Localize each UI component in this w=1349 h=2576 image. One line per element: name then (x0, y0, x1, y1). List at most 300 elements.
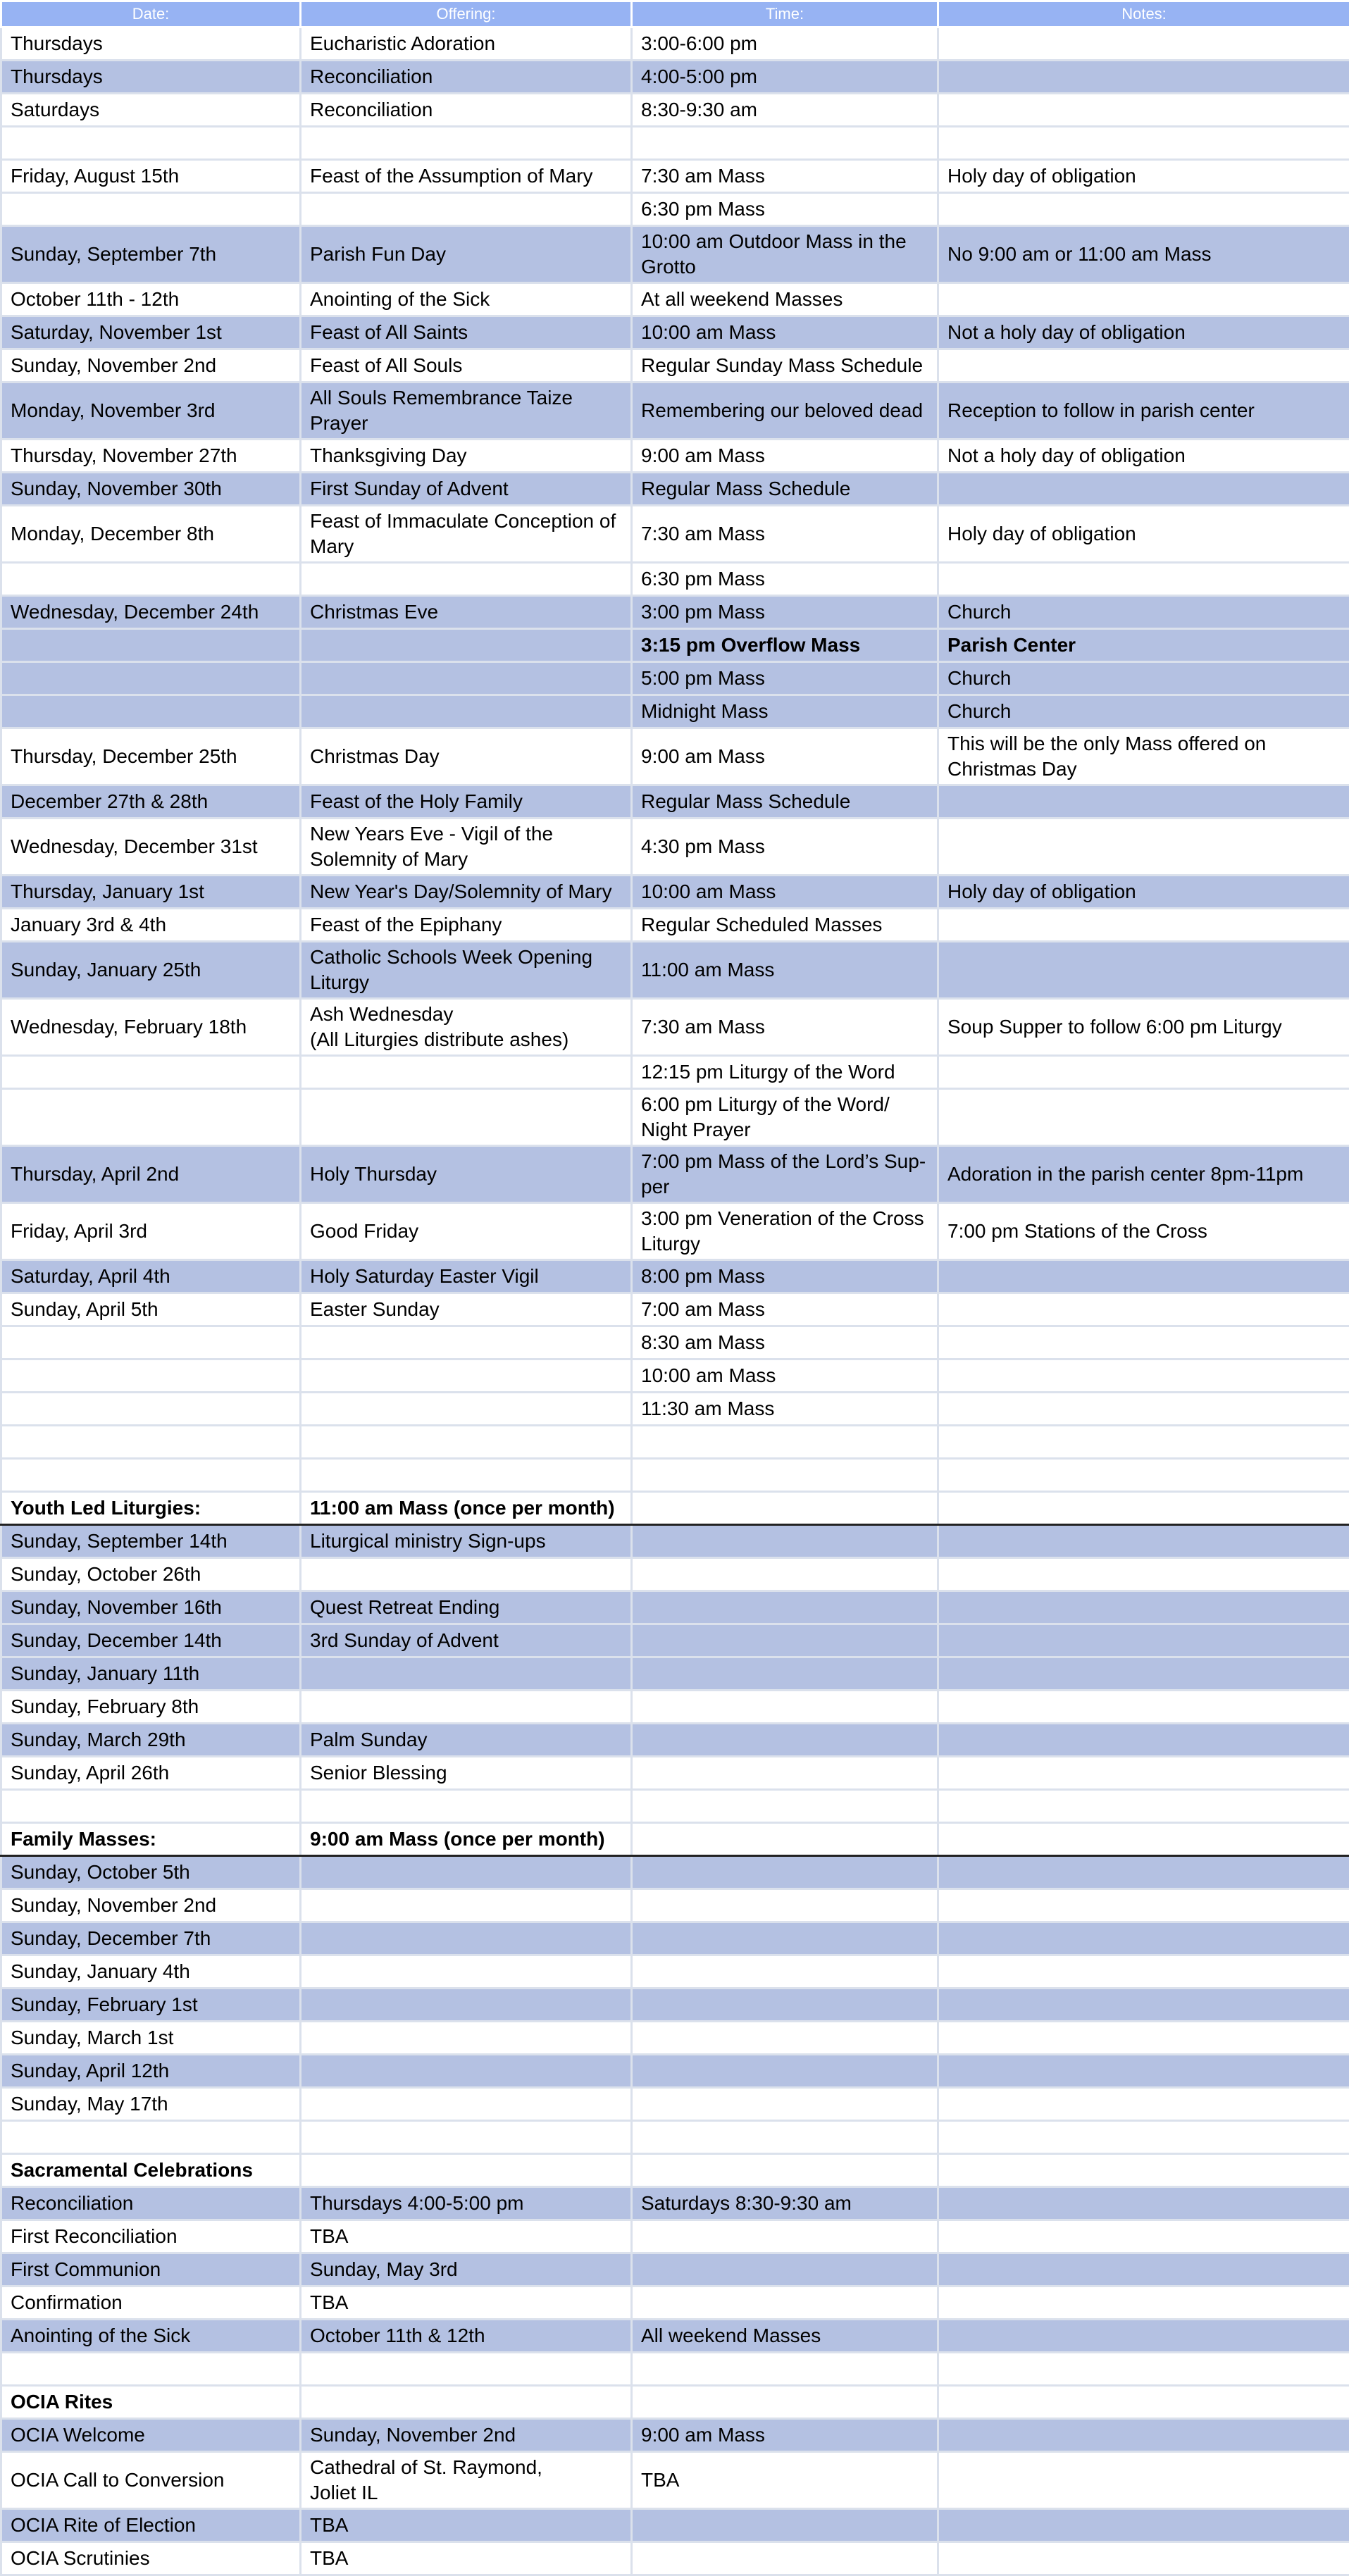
offering-cell: Parish Fun Day (301, 226, 632, 283)
offering-cell: Catholic Schools Week Opening Liturgy (301, 942, 632, 999)
date-cell: January 3rd & 4th (1, 909, 301, 942)
notes-cell (938, 785, 1349, 819)
schedule-row (1, 440, 1349, 473)
schedule-row (1, 785, 1349, 819)
offering-cell: All Souls Remembrance Taize Prayer (301, 382, 632, 440)
family-row (1, 1889, 1349, 1922)
sacramental-row (1, 2320, 1349, 2353)
empty-cell (938, 1724, 1349, 1757)
empty-cell (632, 1657, 938, 1691)
time-cell: 10:00 am Mass (632, 876, 938, 909)
empty-cell (632, 1989, 938, 2022)
notes-cell (938, 127, 1349, 160)
notes-cell (938, 1293, 1349, 1326)
schedule-row (1, 283, 1349, 316)
schedule-row (1, 1260, 1349, 1293)
empty-cell (301, 1989, 632, 2022)
detail-cell: All weekend Masses (632, 2320, 938, 2353)
notes-cell (938, 1326, 1349, 1359)
empty-cell (301, 1889, 632, 1922)
offering-cell: Holy Thursday (301, 1146, 632, 1203)
schedule-row (1, 1459, 1349, 1492)
schedule-row (1, 27, 1349, 61)
date-cell (1, 127, 301, 160)
offering-cell: Thanksgiving Day (301, 440, 632, 473)
time-cell: 4:00-5:00 pm (632, 61, 938, 94)
notes-cell: Church (938, 596, 1349, 629)
time-cell: 8:30 am Mass (632, 1326, 938, 1359)
time-cell: Regular Mass Schedule (632, 473, 938, 506)
empty-cell (938, 2509, 1349, 2542)
schedule-row (1, 1393, 1349, 1426)
empty-cell (1, 1790, 301, 1823)
sacramental-heading: Sacramental Celebrations (1, 2154, 301, 2187)
empty-cell (301, 2121, 632, 2154)
youth-row (1, 1757, 1349, 1790)
time-cell: 10:00 am Mass (632, 316, 938, 349)
empty-cell (632, 1823, 938, 1856)
date-cell: Thursday, December 25th (1, 728, 301, 785)
offering-cell (301, 662, 632, 695)
empty-cell (938, 1591, 1349, 1624)
name-cell: OCIA Welcome (1, 2419, 301, 2452)
empty-cell (938, 2353, 1349, 2386)
time-cell: 3:00-6:00 pm (632, 27, 938, 61)
notes-cell: Church (938, 695, 1349, 728)
notes-cell (938, 909, 1349, 942)
time-cell: 7:30 am Mass (632, 160, 938, 193)
detail-cell: TBA (301, 2542, 632, 2575)
offering-cell: First Sunday of Advent (301, 473, 632, 506)
empty-cell (632, 2353, 938, 2386)
name-cell: Confirmation (1, 2286, 301, 2320)
empty-cell (938, 2055, 1349, 2088)
detail-cell (632, 2286, 938, 2320)
empty-cell (938, 1691, 1349, 1724)
empty-cell (938, 2452, 1349, 2509)
schedule-row (1, 1426, 1349, 1459)
offering-cell: Feast of All Saints (301, 316, 632, 349)
empty-cell (301, 2088, 632, 2121)
empty-cell (632, 1724, 938, 1757)
family-time: 9:00 am Mass (once per month) (301, 1823, 632, 1856)
empty-cell (301, 2353, 632, 2386)
empty-cell (938, 2286, 1349, 2320)
empty-cell (632, 1525, 938, 1558)
offering-cell: Reconciliation (301, 94, 632, 127)
schedule-row (1, 382, 1349, 440)
offering-cell: Feast of the Assumption of Mary (301, 160, 632, 193)
notes-cell: Not a holy day of obligation (938, 316, 1349, 349)
ocia-row (1, 2542, 1349, 2575)
empty-cell (632, 1591, 938, 1624)
empty-cell (632, 1790, 938, 1823)
schedule-row (1, 226, 1349, 283)
notes-cell (938, 563, 1349, 596)
header-date: Date: (1, 1, 301, 27)
sacramental-heading-row (1, 2154, 1349, 2187)
schedule-row (1, 999, 1349, 1056)
date-cell: Sunday, December 14th (1, 1624, 301, 1657)
header-time: Time: (632, 1, 938, 27)
schedule-row (1, 1146, 1349, 1203)
detail-cell: 9:00 am Mass (632, 2419, 938, 2452)
date-cell: Sunday, March 29th (1, 1724, 301, 1757)
empty-cell (938, 2419, 1349, 2452)
date-cell: Thursday, April 2nd (1, 1146, 301, 1203)
schedule-row (1, 61, 1349, 94)
date-cell: Sunday, April 12th (1, 2055, 301, 2088)
date-cell: Sunday, March 1st (1, 2022, 301, 2055)
date-cell: Sunday, December 7th (1, 1922, 301, 1955)
empty-cell (938, 2154, 1349, 2187)
time-cell: At all weekend Masses (632, 283, 938, 316)
empty-cell (1, 2121, 301, 2154)
empty-cell (938, 2187, 1349, 2220)
time-cell: 4:30 pm Mass (632, 819, 938, 876)
offering-cell (301, 1426, 632, 1459)
notes-cell (938, 61, 1349, 94)
time-cell: 12:15 pm Liturgy of the Word (632, 1056, 938, 1089)
empty-cell (632, 1492, 938, 1525)
date-cell: Wednesday, December 31st (1, 819, 301, 876)
date-cell: Thursday, November 27th (1, 440, 301, 473)
time-cell: Regular Mass Schedule (632, 785, 938, 819)
offering-cell (301, 1657, 632, 1691)
offering-cell: Reconciliation (301, 61, 632, 94)
blank-row (1, 2121, 1349, 2154)
date-cell (1, 695, 301, 728)
date-cell: Sunday, October 5th (1, 1856, 301, 1889)
time-cell: 6:00 pm Liturgy of the Word/ Night Prayer (632, 1089, 938, 1146)
schedule-row (1, 629, 1349, 662)
offering-cell (301, 193, 632, 226)
date-cell: Wednesday, December 24th (1, 596, 301, 629)
empty-cell (938, 2386, 1349, 2419)
notes-cell (938, 193, 1349, 226)
offering-cell: Good Friday (301, 1203, 632, 1260)
notes-cell (938, 819, 1349, 876)
header-notes: Notes: (938, 1, 1349, 27)
date-cell: Wednesday, February 18th (1, 999, 301, 1056)
date-cell: Monday, November 3rd (1, 382, 301, 440)
empty-cell (632, 2386, 938, 2419)
name-cell: First Communion (1, 2253, 301, 2286)
empty-cell (632, 2022, 938, 2055)
schedule-row (1, 876, 1349, 909)
schedule-row (1, 473, 1349, 506)
date-cell: Sunday, May 17th (1, 2088, 301, 2121)
schedule-row (1, 942, 1349, 999)
empty-cell (938, 1624, 1349, 1657)
date-cell: Sunday, February 1st (1, 1989, 301, 2022)
time-cell: Regular Sunday Mass Schedule (632, 349, 938, 382)
notes-cell: Not a holy day of obligation (938, 440, 1349, 473)
empty-cell (632, 1624, 938, 1657)
family-row (1, 2022, 1349, 2055)
time-cell (632, 1459, 938, 1492)
date-cell (1, 1056, 301, 1089)
schedule-row (1, 349, 1349, 382)
schedule-row (1, 160, 1349, 193)
time-cell: 5:00 pm Mass (632, 662, 938, 695)
empty-cell (938, 2088, 1349, 2121)
empty-cell (938, 1492, 1349, 1525)
time-cell: 11:00 am Mass (632, 942, 938, 999)
ocia-heading: OCIA Rites (1, 2386, 301, 2419)
time-cell: 10:00 am Outdoor Mass in the Grotto (632, 226, 938, 283)
empty-cell (938, 1558, 1349, 1591)
empty-cell (632, 1955, 938, 1989)
date-cell: Sunday, November 16th (1, 1591, 301, 1624)
youth-heading: Youth Led Liturgies: (1, 1492, 301, 1525)
notes-cell (938, 283, 1349, 316)
detail-cell: Sunday, May 3rd (301, 2253, 632, 2286)
empty-cell (938, 1955, 1349, 1989)
detail-cell (632, 2220, 938, 2253)
date-cell: Sunday, January 11th (1, 1657, 301, 1691)
offering-cell: 3rd Sunday of Advent (301, 1624, 632, 1657)
notes-cell: This will be the only Mass offered on Christmas Day (938, 728, 1349, 785)
date-cell: Sunday, February 8th (1, 1691, 301, 1724)
date-cell: Sunday, November 30th (1, 473, 301, 506)
name-cell: OCIA Scrutinies (1, 2542, 301, 2575)
notes-cell: Adoration in the parish center 8pm-11pm (938, 1146, 1349, 1203)
date-cell: Sunday, April 26th (1, 1757, 301, 1790)
name-cell: OCIA Call to Conversion (1, 2452, 301, 2509)
family-row (1, 1856, 1349, 1889)
empty-cell (938, 1989, 1349, 2022)
youth-heading-row (1, 1492, 1349, 1525)
youth-row (1, 1724, 1349, 1757)
notes-cell: Parish Center (938, 629, 1349, 662)
empty-cell (938, 1889, 1349, 1922)
detail-cell (632, 2253, 938, 2286)
date-cell (1, 1089, 301, 1146)
date-cell: October 11th - 12th (1, 283, 301, 316)
ocia-row (1, 2419, 1349, 2452)
detail-cell: TBA (301, 2286, 632, 2320)
offering-cell: Palm Sunday (301, 1724, 632, 1757)
notes-cell (938, 94, 1349, 127)
schedule-row (1, 316, 1349, 349)
empty-cell (632, 2088, 938, 2121)
offering-cell: New Year's Day/Solemnity of Mary (301, 876, 632, 909)
time-cell: 3:00 pm Veneration of the Cross Liturgy (632, 1203, 938, 1260)
sacramental-row (1, 2253, 1349, 2286)
time-cell: 9:00 am Mass (632, 728, 938, 785)
empty-cell (938, 1823, 1349, 1856)
detail-cell (632, 2542, 938, 2575)
detail-cell: Saturdays 8:30-9:30 am (632, 2187, 938, 2220)
offering-cell: Anointing of the Sick (301, 283, 632, 316)
notes-cell: Church (938, 662, 1349, 695)
name-cell: OCIA Rite of Election (1, 2509, 301, 2542)
offering-cell (301, 695, 632, 728)
date-cell: Saturday, November 1st (1, 316, 301, 349)
detail-cell: Thursdays 4:00-5:00 pm (301, 2187, 632, 2220)
detail-cell: TBA (301, 2220, 632, 2253)
time-cell: 10:00 am Mass (632, 1359, 938, 1393)
empty-cell (632, 2055, 938, 2088)
offering-cell (301, 1459, 632, 1492)
empty-cell (632, 1856, 938, 1889)
date-cell (1, 1326, 301, 1359)
empty-cell (938, 2121, 1349, 2154)
offering-cell: Feast of All Souls (301, 349, 632, 382)
date-cell: Saturdays (1, 94, 301, 127)
offering-cell: Feast of Immaculate Conception of Mary (301, 506, 632, 563)
schedule-row (1, 127, 1349, 160)
empty-cell (632, 2154, 938, 2187)
offering-cell (301, 1089, 632, 1146)
sacramental-row (1, 2220, 1349, 2253)
time-cell: Regular Scheduled Masses (632, 909, 938, 942)
offering-cell: Feast of the Epiphany (301, 909, 632, 942)
schedule-row (1, 1326, 1349, 1359)
time-cell: Midnight Mass (632, 695, 938, 728)
offering-cell (301, 1326, 632, 1359)
schedule-row (1, 596, 1349, 629)
youth-row (1, 1657, 1349, 1691)
empty-cell (632, 1691, 938, 1724)
name-cell: First Reconciliation (1, 2220, 301, 2253)
detail-cell: TBA (301, 2509, 632, 2542)
date-cell: Friday, August 15th (1, 160, 301, 193)
offering-cell: Liturgical ministry Sign-ups (301, 1525, 632, 1558)
notes-cell: Holy day of obligation (938, 876, 1349, 909)
empty-cell (938, 1922, 1349, 1955)
empty-cell (938, 2220, 1349, 2253)
family-row (1, 1989, 1349, 2022)
offering-cell (301, 1056, 632, 1089)
time-cell: 7:00 am Mass (632, 1293, 938, 1326)
family-row (1, 1922, 1349, 1955)
notes-cell (938, 1459, 1349, 1492)
empty-cell (632, 1558, 938, 1591)
offering-cell: Feast of the Holy Family (301, 785, 632, 819)
notes-cell (938, 349, 1349, 382)
blank-row (1, 1790, 1349, 1823)
detail-cell (632, 2509, 938, 2542)
schedule-row (1, 193, 1349, 226)
notes-cell: Soup Supper to follow 6:00 pm Liturgy (938, 999, 1349, 1056)
notes-cell (938, 1393, 1349, 1426)
date-cell: Thursdays (1, 61, 301, 94)
empty-cell (632, 2121, 938, 2154)
date-cell (1, 1426, 301, 1459)
offering-cell (301, 629, 632, 662)
family-row (1, 2088, 1349, 2121)
time-cell: 6:30 pm Mass (632, 193, 938, 226)
notes-cell (938, 1359, 1349, 1393)
youth-row (1, 1558, 1349, 1591)
ocia-heading-row (1, 2386, 1349, 2419)
schedule-row (1, 695, 1349, 728)
detail-cell: Cathedral of St. Raymond, Joliet IL (301, 2452, 632, 2509)
time-cell: 8:00 pm Mass (632, 1260, 938, 1293)
time-cell: 11:30 am Mass (632, 1393, 938, 1426)
date-cell: Monday, December 8th (1, 506, 301, 563)
empty-cell (301, 2055, 632, 2088)
blank-row (1, 2353, 1349, 2386)
schedule-row (1, 1359, 1349, 1393)
empty-cell (938, 2542, 1349, 2575)
date-cell: Sunday, September 7th (1, 226, 301, 283)
empty-cell (938, 1790, 1349, 1823)
offering-cell (301, 1393, 632, 1426)
family-row (1, 1955, 1349, 1989)
detail-cell: October 11th & 12th (301, 2320, 632, 2353)
notes-cell (938, 473, 1349, 506)
youth-row (1, 1525, 1349, 1558)
empty-cell (301, 1790, 632, 1823)
time-cell: 3:00 pm Mass (632, 596, 938, 629)
empty-cell (1, 2353, 301, 2386)
schedule-row (1, 1293, 1349, 1326)
schedule-row (1, 1056, 1349, 1089)
offering-cell: Holy Saturday Easter Vigil (301, 1260, 632, 1293)
time-cell: 8:30-9:30 am (632, 94, 938, 127)
offering-cell: New Years Eve - Vigil of the Solemnity of Mary (301, 819, 632, 876)
notes-cell: Holy day of obligation (938, 160, 1349, 193)
date-cell (1, 193, 301, 226)
family-row (1, 2055, 1349, 2088)
schedule-row (1, 909, 1349, 942)
notes-cell (938, 1426, 1349, 1459)
date-cell: Sunday, September 14th (1, 1525, 301, 1558)
notes-cell (938, 942, 1349, 999)
empty-cell (301, 2154, 632, 2187)
offering-cell (301, 1558, 632, 1591)
header-offering: Offering: (301, 1, 632, 27)
date-cell: December 27th & 28th (1, 785, 301, 819)
empty-cell (632, 1889, 938, 1922)
youth-row (1, 1624, 1349, 1657)
detail-cell: Sunday, November 2nd (301, 2419, 632, 2452)
time-cell: 9:00 am Mass (632, 440, 938, 473)
empty-cell (938, 2320, 1349, 2353)
schedule-row (1, 728, 1349, 785)
date-cell (1, 563, 301, 596)
time-cell: 7:30 am Mass (632, 506, 938, 563)
ocia-row (1, 2452, 1349, 2509)
time-cell: 3:15 pm Overflow Mass (632, 629, 938, 662)
family-heading: Family Masses: (1, 1823, 301, 1856)
detail-cell: TBA (632, 2452, 938, 2509)
notes-cell: 7:00 pm Stations of the Cross (938, 1203, 1349, 1260)
header-row (1, 1, 1349, 27)
date-cell: Saturday, April 4th (1, 1260, 301, 1293)
date-cell: Sunday, November 2nd (1, 1889, 301, 1922)
date-cell: Sunday, November 2nd (1, 349, 301, 382)
date-cell: Sunday, April 5th (1, 1293, 301, 1326)
empty-cell (301, 2386, 632, 2419)
offering-cell: Christmas Day (301, 728, 632, 785)
youth-row (1, 1691, 1349, 1724)
name-cell: Reconciliation (1, 2187, 301, 2220)
time-cell (632, 127, 938, 160)
schedule-row (1, 1203, 1349, 1260)
notes-cell: Holy day of obligation (938, 506, 1349, 563)
date-cell: Friday, April 3rd (1, 1203, 301, 1260)
schedule-row (1, 563, 1349, 596)
offering-cell: Christmas Eve (301, 596, 632, 629)
offering-cell: Senior Blessing (301, 1757, 632, 1790)
offering-cell: Ash Wednesday (All Liturgies distribute ashes) (301, 999, 632, 1056)
date-cell: Sunday, October 26th (1, 1558, 301, 1591)
date-cell (1, 1393, 301, 1426)
